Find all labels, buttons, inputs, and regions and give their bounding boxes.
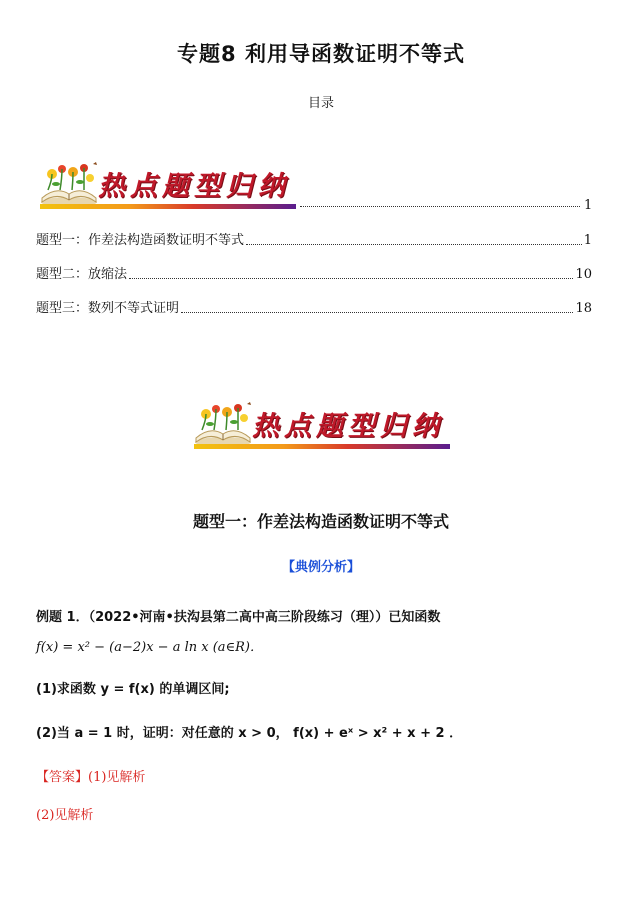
analysis-label: 【典例分析】 xyxy=(281,560,360,575)
banner-gradient-bar xyxy=(40,204,296,209)
banner-gradient-bar xyxy=(194,444,450,449)
toc-leader xyxy=(300,206,580,207)
section-heading: 题型一：作差法构造函数证明不等式 xyxy=(192,512,449,531)
banner-title: 热点题型归纳 xyxy=(98,171,290,202)
toc-item-label: 题型一：作差法构造函数证明不等式 xyxy=(36,233,245,248)
answer-part-2: (2)见解析 xyxy=(36,808,94,823)
answer-line-1 xyxy=(36,766,606,785)
toc-page-number: 1 xyxy=(584,198,593,213)
document-title: 专题8 利用导函数证明不等式 xyxy=(177,42,465,66)
hot-topic-banner xyxy=(38,160,298,210)
toc-item-type3[interactable] xyxy=(36,298,592,316)
example-intro: 例题 1．（2022•河南•扶沟县第二高中高三阶段练习（理））已知函数 xyxy=(36,610,441,625)
function-definition: f(x) = x² − (a−2)x − a ln x (a∈R)． xyxy=(36,640,264,655)
toc-item-type1[interactable] xyxy=(36,230,592,248)
question-2: (2)当 a = 1 时，证明：对任意的 x > 0， f(x) + eˣ > x² + x + 2 ． xyxy=(36,726,463,741)
toc-leader xyxy=(129,277,573,279)
toc-item-type2[interactable] xyxy=(36,264,592,282)
toc-heading: 目录 xyxy=(307,96,334,111)
answer-part-1: (1)见解析 xyxy=(88,770,146,785)
hot-topic-banner xyxy=(192,400,452,450)
toc-page-number: 18 xyxy=(575,301,592,316)
toc-page-number: 10 xyxy=(575,267,592,282)
open-book-flowers-icon xyxy=(38,160,100,208)
toc-page-number: 1 xyxy=(583,233,592,248)
toc-leader xyxy=(181,311,573,313)
toc-leader xyxy=(246,243,582,245)
answer-prefix: 【答案】 xyxy=(36,770,89,785)
open-book-flowers-icon xyxy=(192,400,254,448)
toc-item-label: 题型二：放缩法 xyxy=(36,267,128,282)
question-1: (1)求函数 y = f(x) 的单调区间; xyxy=(36,682,230,697)
banner-title: 热点题型归纳 xyxy=(252,411,444,442)
toc-item-label: 题型三：数列不等式证明 xyxy=(36,301,180,316)
